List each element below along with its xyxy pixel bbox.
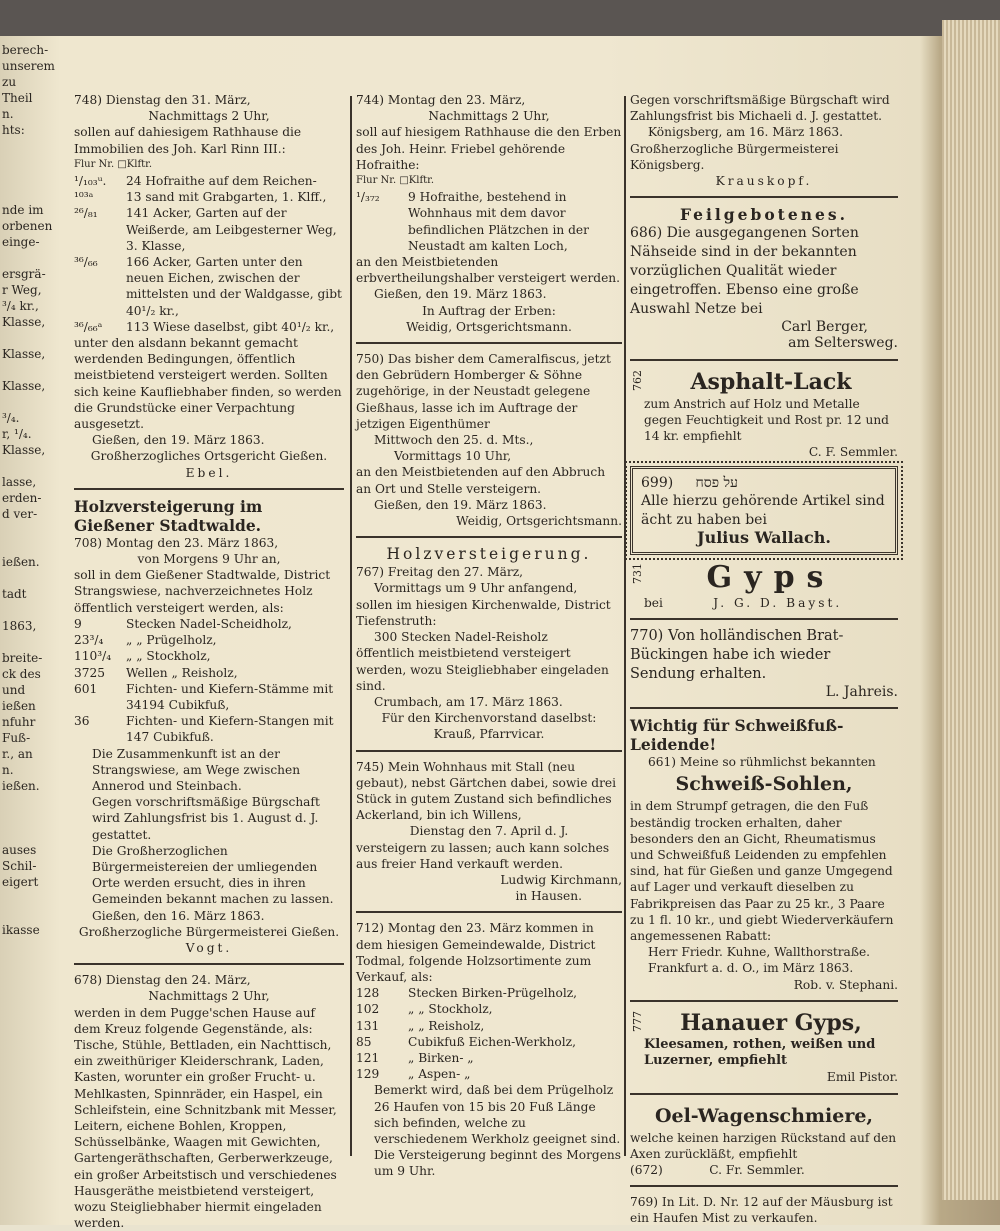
ad-750-text2: an den Meistbietenden auf den Abbruch an Ort und Stelle versteigern. — [356, 465, 606, 496]
ad-661-sign: Rob. v. Stephani. — [793, 977, 898, 992]
ad-748-date: Gießen, den 19. März 1863. — [92, 433, 265, 448]
column-rule — [624, 96, 626, 1156]
margin-fragment: nde im — [2, 203, 44, 217]
margin-fragment: ießen. — [2, 555, 40, 569]
holz-title: Holzversteigerung im Gießener Stadtwalde. — [74, 496, 263, 535]
margin-fragment — [2, 330, 48, 346]
margin-fragment: Klasse, — [2, 315, 46, 329]
margin-fragment: Klasse, — [2, 443, 46, 457]
ad-750-time1: Mittwoch den 25. d. Mts., — [374, 433, 534, 448]
ad-699-text: Alle hierzu gehörende Artikel sind ächt zu haben bei — [641, 492, 885, 528]
ad-731-title: Gyps — [706, 559, 836, 595]
divider — [630, 1000, 898, 1002]
ad-678-text: werden in dem Pugge'schen Hause auf dem Kreuz folgende Gegenstände, als: Tische, Stühle, Bettladen, ein Nachttisch, ein zweithüriger Kleiderschrank, Laden, Kasten, worunter ein großer Frucht- u. Mehlkasten, Spinnräder, ein Haspel, ein Schleifstein, eine Schnitzbank mit Messer, Leitern, eichene Bohlen, Kroppen, Schüsselbänke, Waagen mit Gewichten, Gartengeräthschaften, Gerberwerkzeuge, ein großer Arbeitstisch und verschiedenes Hausgeräthe meistbietend versteigert, wozu Steigliebhaber hiermit eingeladen werden. — [74, 1005, 337, 1231]
list-item: 23³/₄ „ „ Prügelholz, — [74, 633, 217, 648]
ad-777-sign: Emil Pistor. — [826, 1070, 898, 1085]
margin-fragment: zu Theil — [2, 75, 33, 105]
ad-767-sign2: Krauß, Pfarrvicar. — [433, 727, 545, 742]
margin-fragment: hts: — [2, 123, 25, 137]
ad-712-text: 712) Montag den 23. März kommen in dem hiesigen Gemeindewalde, District Todmal, folgende Holzsortimente zum Verkauf, als: — [356, 921, 596, 984]
ad-777-num: 777 — [631, 1010, 644, 1032]
ad-748-text: sollen auf dahiesigem Rathhause die Immobilien des Joh. Karl Rinn III.: — [74, 125, 302, 156]
list-item: 601 Fichten- und Kiefern-Stämme mit 34194 Cubikfuß, — [74, 681, 334, 712]
ad-745-time: Dienstag den 7. April d. J. — [409, 824, 569, 839]
table-row: ²⁶/₈₁ 141 Acker, Garten auf der Weißerde, am Leibgesterner Weg, 3. Klasse, — [74, 206, 337, 253]
column-1 — [74, 92, 344, 1231]
ad-767-item: 300 Stecken Nadel-Reisholz — [374, 630, 548, 645]
margin-fragment: Klasse, — [2, 347, 46, 361]
ad-744-table-head: Flur Nr. □Klftr. — [356, 175, 435, 187]
margin-fragment — [2, 522, 48, 538]
list-item: 131 „ „ Reisholz, — [356, 1018, 485, 1033]
margin-fragment — [2, 570, 48, 586]
ad-708-text: soll in dem Gießener Stadtwalde, District Strangswiese, nachverzeichnetes Holz öffentlich versteigert werden, als: — [74, 568, 331, 615]
ad-708-time: von Morgens 9 Uhr an, — [137, 552, 281, 567]
divider — [630, 1093, 898, 1095]
margin-fragment: r, ¹/₄. — [2, 427, 32, 441]
margin-fragment — [2, 538, 48, 554]
divider — [356, 911, 622, 913]
ad-672-line — [630, 1162, 898, 1178]
ad-748-time: Nachmittags 2 Uhr, — [148, 109, 270, 124]
ad-708-head: 708) Montag den 23. März 1863, — [74, 535, 279, 550]
ad-748-head: 748) Dienstag den 31. März, — [74, 93, 251, 107]
list-item: 129 „ Aspen- „ — [356, 1067, 471, 1082]
divider — [630, 359, 898, 361]
ad-750-text: 750) Das bisher dem Cameralfiscus, jetzt den Gebrüdern Homberger & Söhne zugehörige, in der Neustadt gelegene Gießhaus, lasse ich im Auftrage der jetzigen Eigenthümer — [356, 352, 611, 431]
margin-fragment — [2, 362, 48, 378]
ad-744-sign1: In Auftrag der Erben: — [422, 303, 556, 318]
margin-fragment: n. — [2, 763, 14, 777]
top-date: Königsberg, am 16. März 1863. — [648, 125, 844, 140]
margin-fragment — [2, 170, 48, 186]
margin-fragment: ³/₄ kr., — [2, 299, 39, 313]
table-row: ¹/₁₀₃ᵘ. 24 Hofraithe auf dem Reichen- — [74, 174, 317, 189]
margin-fragment — [2, 186, 48, 202]
margin-fragment: ³/₄. — [2, 411, 20, 425]
feil-title: Feilgebotenes. — [680, 205, 848, 225]
ad-748-sign2: Ebel. — [185, 465, 233, 480]
margin-fragment: Schil- — [2, 859, 37, 873]
ad-744-text2: an den Meistbietenden erbvertheilungshalber versteigert werden. — [356, 255, 621, 286]
margin-fragment — [2, 810, 48, 826]
list-item: 110³/₄ „ „ Stockholz, — [74, 649, 211, 664]
margin-fragment: ießen. — [2, 779, 40, 793]
ad-744-time: Nachmittags 2 Uhr, — [428, 109, 550, 124]
ad-699-head: 699) — [641, 475, 674, 492]
table-row: ³⁶/₆₆ᵃ 113 Wiese daselbst, gibt 40¹/₂ kr., — [74, 319, 335, 334]
margin-fragment — [2, 794, 48, 810]
ad-661-title: Wichtig für Schweißfuß-Leidende! — [630, 716, 844, 755]
ad-748-sign1: Großherzogliches Ortsgericht Gießen. — [90, 449, 328, 464]
table-row: ³⁶/₆₆ 166 Acker, Garten unter den neuen Eichen, zwischen der mittelsten und der Waldgasse, gibt 40¹/₂ kr., — [74, 255, 342, 318]
ad-699-head-line — [641, 475, 887, 491]
ad-767-date: Crumbach, am 17. März 1863. — [374, 694, 563, 709]
ad-745-text2: versteigern zu lassen; auch kann solches aus freier Hand verkauft werden. — [356, 840, 610, 871]
margin-fragment: n. — [2, 107, 14, 121]
ad-748-table-head: Flur Nr. □Klftr. — [74, 158, 153, 170]
ad-712-items — [356, 985, 622, 1082]
ad-661-product: Schweiß-Sohlen, — [675, 773, 853, 796]
margin-fragment: Klasse, — [2, 379, 46, 393]
ad-661-text: in dem Strumpf getragen, die den Fuß beständig trocken erhalten, daher besonders den an Gicht, Rheumatismus und Schweißfuß Leidenden zu empfehlen sind, hat für Gießen und ganze Umgegend auf Lager und verkauft dieselben zu Fabrikpreisen das Paar zu 25 kr., 3 Paare zu 1 fl. 10 kr., und giebt Wiederverkäufern angemessenen Rabatt: — [630, 799, 894, 944]
ad-672-sign: C. Fr. Semmler. — [709, 1162, 805, 1177]
ad-678-time: Nachmittags 2 Uhr, — [148, 989, 270, 1004]
ad-777-title: Hanauer Gyps, — [680, 1009, 862, 1036]
list-item: 85 Cubikfuß Eichen-Werkholz, — [356, 1034, 576, 1049]
ad-744-sign2: Weidig, Ortsgerichtsmann. — [406, 319, 572, 334]
margin-fragments — [2, 42, 55, 938]
ad-748-table — [74, 173, 344, 335]
ad-767-text2: öffentlich meistbietend versteigert werden, wozu Steigliebhaber eingeladen sind. — [356, 646, 609, 693]
ad-777 — [630, 1009, 898, 1086]
top-sign2: Krauskopf. — [715, 174, 813, 189]
margin-fragment: tadt — [2, 587, 27, 601]
ad-769-text: 769) In Lit. D. Nr. 12 auf der Mäusburg ist ein Haufen Mist zu verkaufen. — [630, 1195, 893, 1226]
margin-fragment: erden- — [2, 491, 42, 505]
margin-fragment — [2, 826, 48, 842]
ad-708-text2: Die Zusammenkunft ist an der Strangswiese, am Wege zwischen Annerod und Steinbach. — [92, 746, 301, 793]
ad-712-text3: Die Versteigerung beginnt des Morgens um 9 Uhr. — [374, 1148, 622, 1179]
list-item: 3725 Wellen „ Reisholz, — [74, 665, 238, 680]
margin-fragment — [2, 394, 48, 410]
ad-744-head: 744) Montag den 23. März, — [356, 93, 526, 107]
list-item: 128 Stecken Birken-Prügelholz, — [356, 986, 578, 1001]
ad-762-text: zum Anstrich auf Holz und Metalle gegen Feuchtigkeit und Rost pr. 12 und 14 kr. empfiehlt — [644, 396, 889, 444]
margin-fragment: auses — [2, 843, 37, 857]
list-item: 102 „ „ Stockholz, — [356, 1002, 493, 1017]
ad-748-text2: unter den alsdann bekannt gemacht werdenden Bedingungen, öffentlich meistbietend versteigert werden. Sollten sich keine Kaufliebhaber finden, so werden die Grundstücke einer Verpachtung ausgesetzt. — [74, 336, 342, 432]
ad-767-sign1: Für den Kirchenvorstand daselbst: — [381, 711, 597, 726]
margin-fragment — [2, 602, 48, 618]
margin-fragment: einge- — [2, 235, 40, 249]
ad-745-text: 745) Mein Wohnhaus mit Stall (neu gebaut), nebst Gärtchen dabei, sowie drei Stück in gutem Zustand sich befindliches Ackerland, bin ich Willens, — [356, 759, 617, 823]
ad-708-sign2: Vogt. — [185, 940, 233, 955]
margin-fragment: und — [2, 683, 26, 697]
ad-678-head: 678) Dienstag den 24. März, — [74, 973, 251, 988]
ad-699-hebrew: על פסח — [695, 475, 738, 492]
ad-762-sign: C. F. Semmler. — [808, 445, 898, 460]
margin-fragment: r., an — [2, 747, 33, 761]
margin-fragment: breite- — [2, 651, 43, 665]
ad-767-text: sollen im hiesigen Kirchenwalde, District Tiefenstruth: — [356, 597, 611, 628]
top-text: Gegen vorschriftsmäßige Bürgschaft wird Zahlungsfrist bis Michaeli d. J. gestattet. — [630, 93, 890, 124]
ad-745-sign1: Ludwig Kirchmann, — [500, 872, 622, 887]
margin-fragment: ck des — [2, 667, 41, 681]
ad-750-date: Gießen, den 19. März 1863. — [374, 497, 547, 512]
ad-672-text: welche keinen harzigen Rückstand auf den Axen zurückläßt, empfiehlt — [630, 1130, 897, 1161]
list-item: 121 „ Birken- „ — [356, 1050, 474, 1065]
book-edge — [942, 20, 1000, 1200]
ad-770-text: 770) Von holländischen Brat-Bückingen habe ich wieder Sendung erhalten. — [630, 628, 844, 683]
margin-fragment: eigert — [2, 875, 39, 889]
ad-745-sign2: in Hausen. — [515, 889, 582, 904]
ad-699-sign: Julius Wallach. — [697, 527, 831, 547]
margin-fragment — [2, 890, 48, 906]
ad-777-text: Kleesamen, rothen, weißen und Luzerner, empfiehlt — [644, 1036, 876, 1069]
top-sign1: Großherzogliche Bürgermeisterei Königsberg. — [630, 141, 839, 172]
column-3 — [630, 92, 898, 1227]
list-item: 36 Fichten- und Kiefern-Stangen mit 147 Cubikfuß. — [74, 714, 334, 745]
ad-712-text2: Bemerkt wird, daß bei dem Prügelholz 26 Haufen von 15 bis 20 Fuß Länge sich befinden, welche zu verschiedenem Werkholz geeignet sind. — [374, 1083, 621, 1146]
top-edge — [0, 0, 1000, 36]
column-2 — [356, 92, 622, 1180]
divider — [356, 536, 622, 538]
ad-708-date: Gießen, den 16. März 1863. — [92, 908, 265, 923]
ad-750-sign: Weidig, Ortsgerichtsmann. — [456, 514, 622, 529]
margin-fragment: ießen — [2, 699, 36, 713]
ad-708-text3: Gegen vorschriftsmäßige Bürgschaft wird Zahlungsfrist bis 1. August d. J. gestattet. — [92, 795, 320, 842]
holz2-title: Holzversteigerung. — [386, 545, 592, 564]
divider — [74, 963, 344, 965]
ad-770-sign: L. Jahreis. — [825, 684, 898, 701]
ad-661-agent: Herr Friedr. Kuhne, Wallthorstraße. — [648, 945, 871, 960]
margin-fragment — [2, 154, 48, 170]
margin-fragment: ikasse — [2, 923, 40, 937]
margin-fragment — [2, 634, 48, 650]
ad-699-frame — [630, 466, 898, 554]
divider — [630, 707, 898, 709]
margin-fragment: orbenen — [2, 219, 53, 233]
margin-fragment: lasse, — [2, 475, 37, 489]
divider — [356, 750, 622, 752]
ad-750-time2: Vormittags 10 Uhr, — [394, 449, 512, 464]
divider — [630, 196, 898, 198]
divider — [74, 488, 344, 490]
ad-731-line: bei J. G. D. Bayst. — [644, 595, 843, 610]
ad-686-sign2: am Seltersweg. — [788, 335, 898, 352]
divider — [630, 618, 898, 620]
margin-fragment: ersgrä- — [2, 267, 46, 281]
ad-661-head: 661) Meine so rühmlichst bekannten — [648, 755, 876, 770]
margin-fragment: r Weg, — [2, 283, 42, 297]
margin-fragment: 1863, — [2, 619, 37, 633]
ad-731-num: 731 — [631, 562, 644, 584]
margin-fragment — [2, 250, 48, 266]
table-row: ¹⁰³ᵃ 13 sand mit Grabgarten, 1. Klff., — [74, 190, 327, 205]
ad-767-head: 767) Freitag den 27. März, — [356, 565, 523, 580]
ad-762-num: 762 — [631, 369, 644, 391]
margin-fragment — [2, 458, 48, 474]
column-rule — [350, 96, 352, 1156]
ad-762-title: Asphalt-Lack — [690, 368, 852, 395]
ad-731 — [630, 561, 898, 611]
divider — [630, 1185, 898, 1187]
ad-708-text4: Die Großherzoglichen Bürgermeistereien der umliegenden Orte werden ersucht, dies in ihren Gemeinden bekannt machen zu lassen. — [92, 843, 334, 907]
margin-fragment: d ver- — [2, 507, 38, 521]
table-row: ¹/₃₇₂ 9 Hofraithe, bestehend in Wohnhaus mit dem davor befindlichen Plätzchen in der Neustadt am kalten Loch, — [356, 190, 589, 253]
margin-fragment — [2, 906, 48, 922]
ad-744-text: soll auf hiesigem Rathhause die den Erben des Joh. Heinr. Friebel gehörende Hofraithe: — [356, 125, 622, 172]
ad-767-time: Vormittags um 9 Uhr anfangend, — [374, 581, 578, 596]
margin-fragment: berech- — [2, 43, 49, 57]
margin-fragment — [2, 138, 48, 154]
divider — [356, 342, 622, 344]
ad-762 — [630, 368, 898, 461]
list-item: 9 Stecken Nadel-Scheidholz, — [74, 616, 292, 631]
ad-708-items — [74, 616, 344, 746]
margin-fragment: Fuß- — [2, 731, 31, 745]
ad-686-text: 686) Die ausgegangenen Sorten Nähseide sind in der bekannten vorzüglichen Qualität wieder eingetroffen. Ebenso eine große Auswahl Netze bei — [630, 225, 859, 318]
margin-fragment: unserem — [2, 59, 55, 73]
margin-fragment: nfuhr — [2, 715, 36, 729]
ad-708-sign1: Großherzogliche Bürgermeisterei Gießen. — [78, 924, 340, 939]
ad-672-num: (672) — [630, 1162, 663, 1177]
ad-672-title: Oel-Wagenschmiere, — [654, 1104, 874, 1127]
ad-744-date: Gießen, den 19. März 1863. — [374, 287, 547, 302]
ad-686-sign1: Carl Berger, — [781, 319, 868, 336]
ad-661-date: Frankfurt a. d. O., im März 1863. — [648, 961, 854, 976]
